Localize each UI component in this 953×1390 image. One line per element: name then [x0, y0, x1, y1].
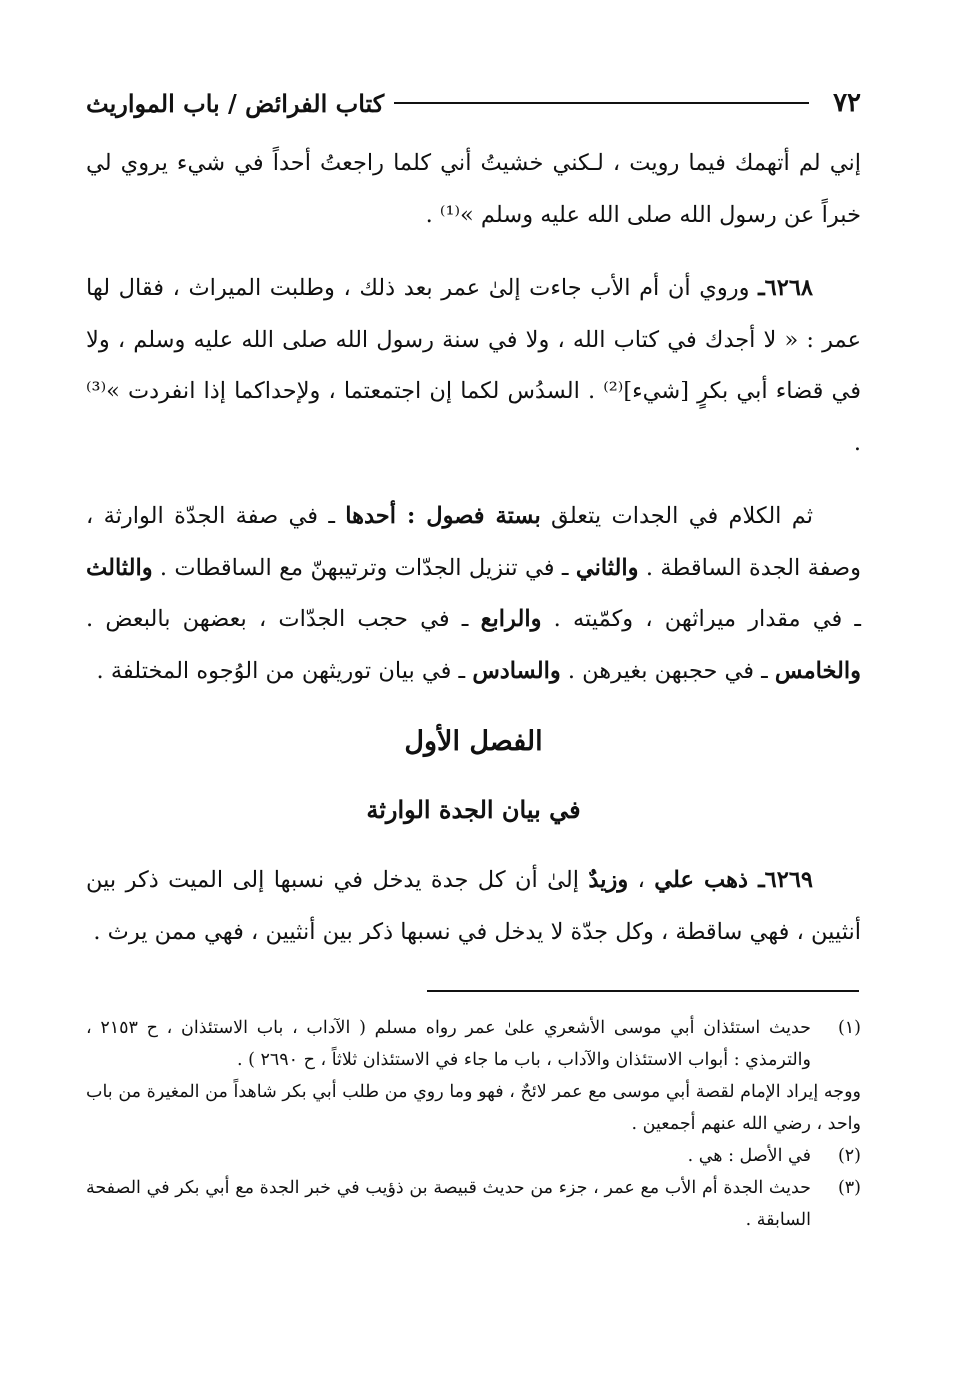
text-run: ـ في بيان توريثهن من الوُجوه المختلفة . — [96, 657, 473, 684]
running-title: كتاب الفرائض / باب المواريث — [86, 88, 385, 118]
text-run: ـ في حجبهن بغيرهن . — [560, 657, 775, 684]
footnote-separator — [427, 990, 859, 992]
page-header — [86, 86, 861, 120]
bold-run: وزيدٌ — [588, 867, 629, 893]
footnotes — [86, 1012, 861, 1236]
bold-run: ذهب علي — [654, 867, 759, 893]
footnote-2 — [86, 1140, 861, 1172]
section-subtitle: في بيان الجدة الوارثة — [366, 795, 581, 824]
bold-run: والخامس — [774, 657, 861, 684]
footnote-text: في الأصل : هي . — [687, 1146, 811, 1166]
text-run: ثم الكلام في الجدات يتعلق — [540, 503, 813, 529]
paragraph-continuation: إني لم أتهمك فيما رويت ، لـكني خشيتُ أني كلما راجعتُ أحداً في شيء يروي لي خبراً عن رسول الله صلى الله عليه وسلم »⁽¹⁾ . — [86, 150, 861, 228]
footnote-text: حديث الجدة أم الأب مع عمر ، جزء من حديث قبيصة بن ذؤيب في خبر الجدة مع أبي بكر في الصفحة السابقة . — [86, 1178, 811, 1230]
paragraph-6268 — [86, 263, 861, 469]
main-text — [86, 138, 861, 980]
bold-run: والرابع — [480, 606, 542, 632]
footnote-3 — [86, 1172, 861, 1236]
paragraph-number: ٦٢٦٨ـ — [758, 275, 813, 301]
text-run: إلىٰ أن كل جدة يدخل في نسبها إلى الميت ذكر بين أنثيين ، فهي ساقطة ، وكل جدّة لا يدخل في نسبها ذكر بين أنثيين ، فهي ممن يرث . — [86, 867, 861, 945]
footnote-1 — [86, 1012, 861, 1076]
bold-run: والثالث — [86, 554, 153, 581]
footnote-text: حديث استئذان أبي موسى الأشعري علىٰ عمر رواه مسلم ( الآداب ، باب الاستئذان ، ح ٢١٥٣ ، والترمذي : أبواب الاستئذان والآداب ، باب ما جاء في الاستئذان ثلاثاً ، ح ٢٦٩٠ ) . — [86, 1018, 811, 1070]
footnote-marker: (٢) — [837, 1146, 861, 1166]
paragraph-6269 — [86, 855, 861, 958]
text-run: ـ في مقدار ميراثهن ، وكمّيته . — [541, 606, 861, 632]
footnote-marker: (٣) — [837, 1178, 861, 1198]
header-rule — [394, 102, 809, 104]
bold-run: بستة فصول : أحدها — [345, 503, 541, 529]
footnote-1-continuation: ووجه إيراد الإمام لقصة أبي موسى مع عمر لائحٌ ، فهو وما روي من طلب أبي بكر شاهداً من المغيرة من باب واحد ، رضي الله عنهم أجمعين . — [86, 1082, 861, 1134]
paragraph-text: وروي أن أم الأب جاءت إلىٰ عمر بعد ذلك ، وطلبت الميراث ، فقال لها عمر : « لا أجدك في كتاب الله ، ولا في سنة رسول الله صلى الله عليه وسلم ، ولا في قضاء أبي بكرٍ [شيء]⁽²⁾ . السدُس لكما إن اجتمعتما ، ولإحداكما إذا انفردت »⁽³⁾ . — [86, 275, 861, 456]
paragraph-number: ٦٢٦٩ـ — [758, 867, 813, 893]
section-title: الفصل الأول — [404, 726, 543, 757]
text-run: ـ في حجب الجدّات ، بعضهن بالبعض . — [86, 606, 481, 632]
bold-run: والثاني — [575, 554, 639, 581]
bold-run: والسادس — [472, 657, 561, 684]
text-run: ـ في صفة الجدّة الوارثة ، وصفة الجدة الساقطة . — [86, 503, 861, 581]
page-number: ٧٢ — [833, 88, 861, 118]
footnote-marker: (١) — [837, 1018, 861, 1038]
text-run: ، — [628, 867, 655, 893]
paragraph-chapters-overview — [86, 491, 861, 697]
text-run: ـ في تنزيل الجدّات وترتيبهنّ مع الساقطات . — [152, 554, 576, 581]
